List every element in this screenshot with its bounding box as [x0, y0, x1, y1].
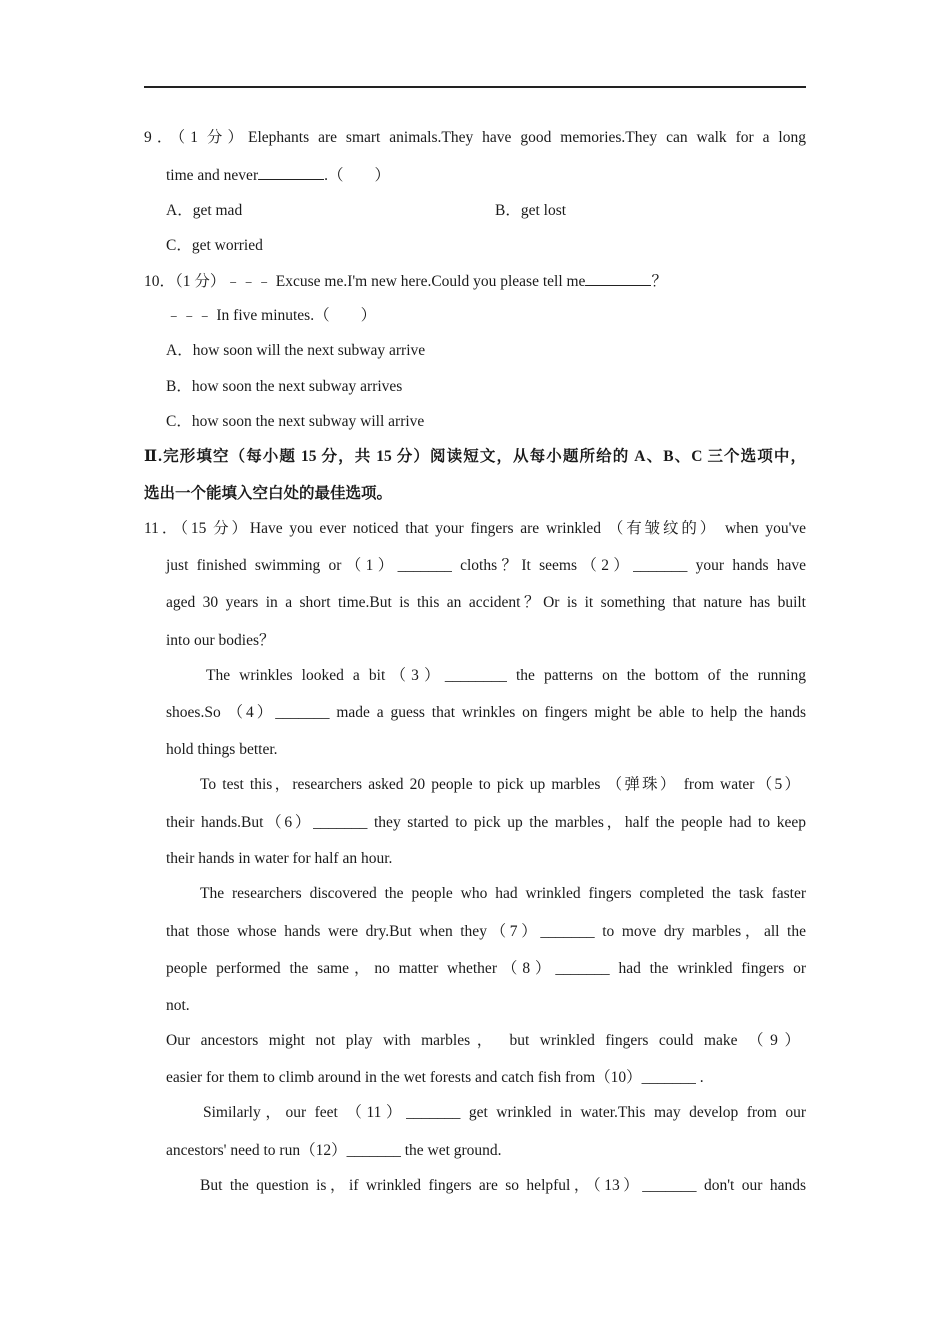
question-10-reply: ﹣﹣﹣ In five minutes.（ ） [166, 307, 377, 324]
header-rule [144, 86, 806, 88]
passage-line: 11．（15 分）Have you ever noticed that your fingers are wrinkled （有皱纹的） when you've [144, 520, 806, 537]
passage-line: into our bodies？ [166, 632, 275, 649]
answer-blank [585, 271, 651, 286]
passage-line: people performed the same，no matter whether（8）_______ had the wrinkled fingers or [166, 960, 806, 977]
passage-line: The researchers discovered the people who had wrinkled fingers completed the task faster [200, 885, 806, 902]
passage-line: But the question is，if wrinkled fingers are so helpful，（13）_______ don't our hands [200, 1177, 806, 1194]
answer-blank [258, 165, 324, 180]
passage-line: The wrinkles looked a bit（3）________ the patterns on the bottom of the running [206, 667, 806, 684]
passage-line: aged 30 years in a short time.But is this an accident？Or is it something that nature has built [166, 594, 806, 611]
option-c: C．how soon the next subway will arrive [166, 413, 425, 430]
question-9-stem: 9．（1 分）Elephants are smart animals.They have good memories.They can walk for a long [144, 129, 806, 146]
passage-line: To test this，researchers asked 20 people to pick up marbles （弹珠） from water（5） [200, 776, 800, 793]
question-10-stem: 10．（1 分）﹣﹣﹣ Excuse me.I'm new here.Could you please tell me ？ [144, 273, 667, 290]
passage-line: easier for them to climb around in the wet forests and catch fish from（10）_______ . [166, 1069, 704, 1086]
passage-line: their hands.But（6）_______ they started to pick up the marbles，half the people had to keep [166, 814, 806, 831]
passage-line: shoes.So （4）_______ made a guess that wrinkles on fingers might be able to help the hands [166, 704, 806, 721]
passage-line: their hands in water for half an hour. [166, 850, 393, 867]
option-a: A．get mad [166, 202, 243, 219]
passage-line: Our ancestors might not play with marbles， but wrinkled fingers could make （9） [166, 1032, 800, 1049]
passage-line: hold things better. [166, 741, 278, 758]
option-c: C．get worried [166, 237, 263, 254]
passage-line: Similarly，our feet （11）_______ get wrinkled in water.This may develop from our [203, 1104, 806, 1121]
option-b: B．how soon the next subway arrives [166, 378, 403, 395]
section-heading-cont: 选出一个能填入空白处的最佳选项。 [144, 485, 393, 502]
option-a: A．how soon will the next subway arrive [166, 342, 426, 359]
question-9-stem-cont: time and never .（ ） [166, 167, 390, 184]
passage-line: not. [166, 997, 190, 1014]
option-b: B．get lost [495, 202, 567, 219]
passage-line: ancestors' need to run（12）_______ the wet ground. [166, 1142, 502, 1159]
section-heading: Ⅱ.完形填空（每小题 15 分，共 15 分）阅读短文，从每小题所给的 A、B、C 三个选项中， [144, 448, 806, 465]
passage-line: just finished swimming or（1）_______ cloths？It seems（2）_______ your hands have [166, 557, 806, 574]
question-9-options-row [166, 201, 806, 221]
passage-line: that those whose hands were dry.But when they（7）_______ to move dry marbles，all the [166, 923, 806, 940]
